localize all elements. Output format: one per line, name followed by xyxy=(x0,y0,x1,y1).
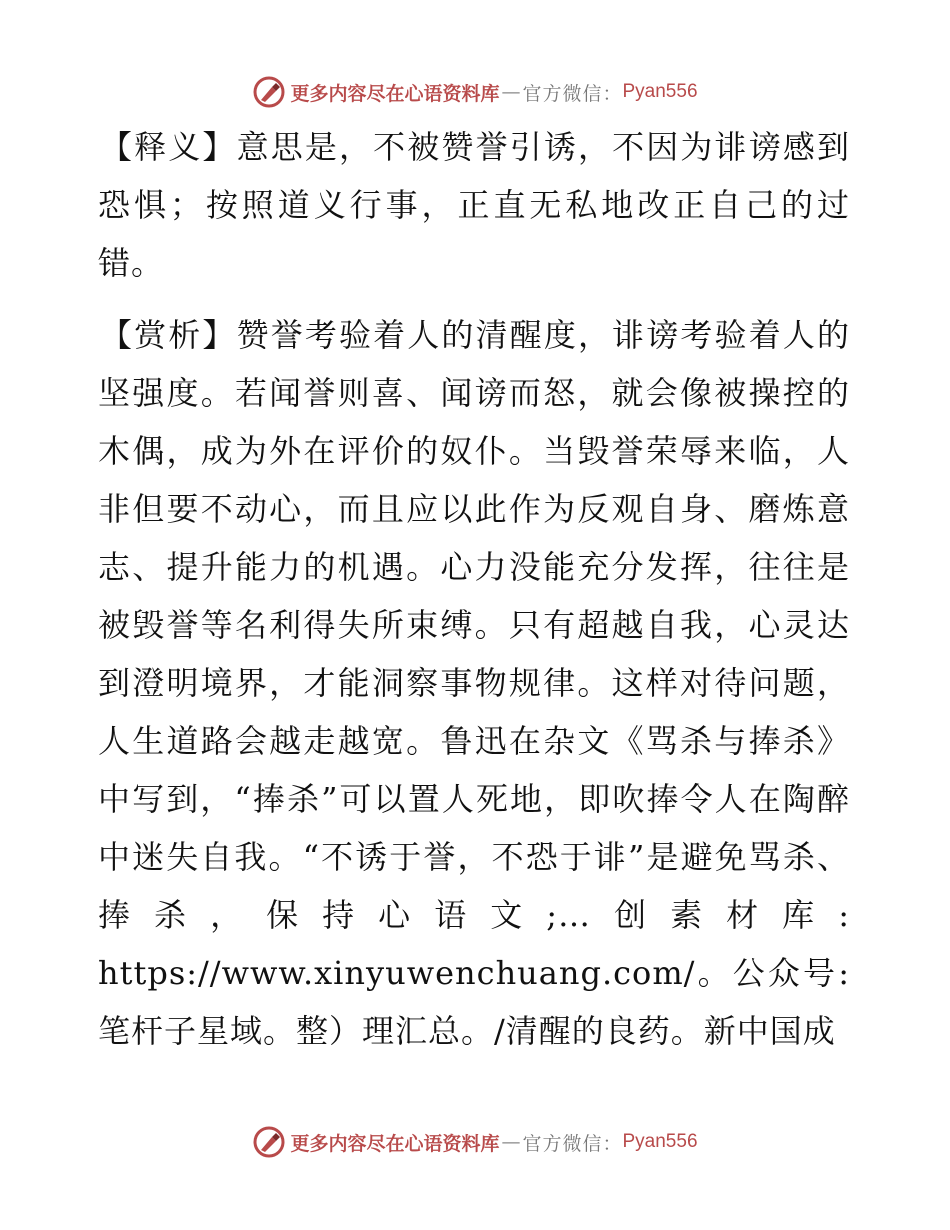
paragraph-analysis xyxy=(98,306,850,1060)
footer-wechat-label: 官方微信： xyxy=(522,1132,623,1155)
definition-label: 【释义】 xyxy=(100,128,237,166)
analysis-text: 赞誉考验着人的清醒度，诽谤考验着人的坚强度。若闻誉则喜、闻谤而怒，就会像被操控的木偶，成为外在评价的奴仆。当毁誉荣辱来临，人非但要不动心，而且应以此作为反观自身、磨炼意志、提升能力的机遇。心力没能充分发挥，往往是被毁誉等名利得失所束缚。只有超越自我，心灵达到澄明境界，才能洞察事物规律。这样对待问题，人生道路会越走越宽。鲁迅在杂文《骂杀与捧杀》中写到，“捧杀”可以置人死地，即吹捧令人在陶醉中迷失自我。“不诱于誉，不恐于诽”是避免骂杀、捧杀，保持心语文;…创素材库: https://www.xinyuwenchuang.com/。公众号: 笔杆子星域。整）理汇总。/清醒的良药。新中国成 xyxy=(98,316,850,1050)
footer-banner xyxy=(0,1122,950,1162)
header-wechat-label: 官方微信： xyxy=(522,82,623,105)
definition-text: 意思是，不被赞誉引诱，不因为诽谤感到恐惧；按照道义行事，正直无私地改正自己的过错。 xyxy=(98,128,850,282)
pen-logo-icon xyxy=(252,1125,286,1159)
header-wechat-id: Pyan556 xyxy=(622,81,698,102)
analysis-label: 【赏析】 xyxy=(100,316,237,354)
footer-dash: — xyxy=(501,1131,521,1153)
paragraph-definition xyxy=(98,118,850,292)
header-dash: — xyxy=(501,81,521,103)
pen-logo-icon xyxy=(252,75,286,109)
footer-wechat-id: Pyan556 xyxy=(622,1131,698,1152)
footer-brand-text: 更多内容尽在心语资料库 xyxy=(290,1132,500,1155)
header-brand-text: 更多内容尽在心语资料库 xyxy=(290,82,500,105)
header-banner xyxy=(0,72,950,112)
document-body xyxy=(98,118,850,1060)
